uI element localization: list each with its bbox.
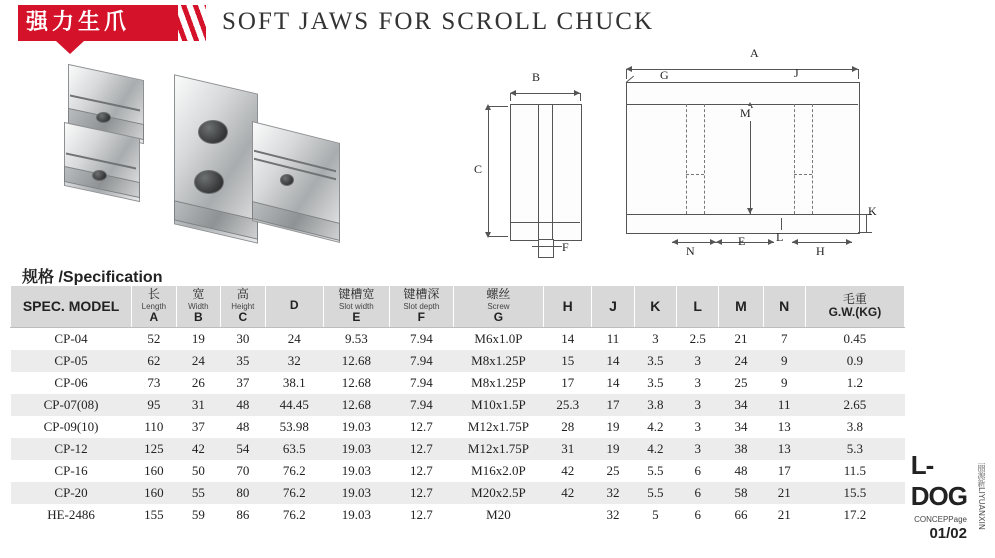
col-header-C: 高 Height C [221, 286, 266, 328]
cell-J: 14 [606, 374, 620, 390]
cell-F: 7.94 [409, 330, 433, 346]
table-row [11, 350, 905, 372]
dim-label-K: K [868, 204, 877, 218]
cell-E: 12.68 [323, 394, 389, 416]
cell-L: 2.5 [689, 330, 706, 346]
cell-L: 6 [677, 482, 719, 504]
dim-label-M: M [740, 106, 751, 120]
cell-N: 17 [777, 462, 791, 478]
cell-B: 59 [191, 506, 205, 522]
cell-H: 17 [561, 374, 575, 390]
cell-J: 11 [606, 330, 620, 346]
cell-M: 34 [719, 394, 763, 416]
cell-J: 25 [606, 462, 620, 478]
dim-label-H: H [816, 244, 825, 258]
cell-G: M10x1.5P [453, 394, 543, 416]
dim-label-E: E [738, 234, 746, 248]
cell-D: 63.5 [265, 438, 323, 460]
cell-K: 4.2 [647, 418, 664, 434]
cell-L: 3 [694, 374, 701, 390]
cell-A: 110 [144, 418, 164, 434]
cell-H: 42 [561, 462, 575, 478]
cell-M: 34 [734, 418, 748, 434]
cell-M: 24 [719, 350, 763, 372]
brand-logo: L-DOG [910, 450, 968, 511]
banner-tail-triangle [56, 41, 84, 54]
col-header-J: J [592, 286, 634, 328]
cell-model: CP-12 [11, 438, 132, 460]
cell-E: 19.03 [323, 438, 389, 460]
col-header-K: K [634, 286, 676, 328]
cell-F: 7.94 [389, 350, 453, 372]
cell-H: 31 [544, 438, 592, 460]
cell-N: 11 [763, 394, 805, 416]
cell-A: 52 [147, 330, 161, 346]
table-row [11, 394, 905, 416]
cell-K: 5.5 [634, 482, 676, 504]
cell-weight: 0.45 [843, 330, 867, 346]
col-header-H: H [544, 286, 592, 328]
cell-A: 62 [132, 350, 177, 372]
cell-F: 12.7 [409, 418, 433, 434]
page-footer-side [910, 432, 991, 552]
col-header-B: 宽 Width B [176, 286, 220, 328]
cell-C: 37 [236, 374, 250, 390]
cell-G: M8x1.25P [453, 350, 543, 372]
cell-H: 25.3 [544, 394, 592, 416]
cell-L: 6 [694, 506, 701, 522]
cell-E: 19.03 [341, 506, 371, 522]
cell-B: 24 [176, 350, 220, 372]
cell-M: 58 [719, 482, 763, 504]
cell-E: 19.03 [341, 418, 371, 434]
cell-B: 19 [191, 330, 205, 346]
dim-label-N: N [686, 244, 695, 258]
brand-subtitle: CONCEPPage [914, 515, 967, 524]
cell-N: 7 [780, 330, 788, 346]
dim-label-B: B [532, 70, 541, 84]
cell-J: 17 [592, 394, 634, 416]
cell-D: 76.2 [265, 482, 323, 504]
cell-A: 155 [144, 506, 164, 522]
banner-title-cn: 强力生爪 [26, 10, 131, 35]
cell-K: 3.5 [634, 350, 676, 372]
table-row [11, 327, 905, 350]
cell-model: CP-05 [11, 350, 132, 372]
table-row [11, 460, 905, 482]
diagram-front-view [470, 60, 600, 255]
dim-label-L: L [776, 230, 784, 244]
page-title: SOFT JAWS FOR SCROLL CHUCK [222, 8, 655, 35]
cell-J: 19 [592, 438, 634, 460]
cell-G: M12x1.75P [467, 418, 529, 434]
cell-F: 12.7 [409, 462, 433, 478]
cell-L: 3 [677, 438, 719, 460]
cell-model: HE-2486 [47, 506, 95, 522]
cell-B: 31 [176, 394, 220, 416]
dim-label-J: J [794, 66, 799, 80]
cell-C: 86 [236, 506, 250, 522]
cell-H: 28 [561, 418, 575, 434]
cell-L: 3 [677, 350, 719, 372]
table-row [11, 416, 905, 438]
product-photo-group [40, 62, 350, 257]
cell-M: 66 [734, 506, 748, 522]
cell-B: 37 [191, 418, 205, 434]
cell-weight: 2.65 [805, 394, 904, 416]
dim-label-G: G [660, 68, 669, 82]
table-row [11, 438, 905, 460]
brand-name-cn: 丽源新LIYUANXIN [977, 463, 986, 530]
table-row [11, 482, 905, 504]
dim-label-C: C [474, 162, 483, 176]
product-photo-jaw-left [50, 72, 160, 217]
col-header-A: 长 Length A [132, 286, 177, 328]
col-header-D: D [265, 286, 323, 328]
dim-label-A: A [750, 46, 759, 60]
cell-B: 42 [176, 438, 220, 460]
specification-table [10, 285, 905, 526]
cell-E: 9.53 [345, 330, 368, 346]
cell-model: CP-06 [54, 374, 88, 390]
cell-B: 55 [176, 482, 220, 504]
cell-H [544, 504, 592, 526]
spec-section-title: 规格 /Specification [22, 269, 163, 286]
cell-E: 12.68 [323, 350, 389, 372]
cell-G: M20 [486, 506, 511, 522]
col-header-N: N [763, 286, 805, 328]
cell-K: 3.5 [647, 374, 664, 390]
cell-F: 12.7 [409, 506, 433, 522]
cell-M: 48 [734, 462, 748, 478]
cell-D: 44.45 [265, 394, 323, 416]
cell-D: 76.2 [282, 506, 306, 522]
cell-A: 73 [147, 374, 161, 390]
banner-red-block [18, 5, 178, 41]
cell-L: 3 [694, 418, 701, 434]
cell-N: 13 [777, 418, 791, 434]
cell-N: 21 [777, 506, 791, 522]
cell-D: 76.2 [282, 462, 306, 478]
cell-F: 7.94 [389, 394, 453, 416]
table-row [11, 372, 905, 394]
cell-K: 3 [652, 330, 659, 346]
cell-model: CP-09(10) [43, 418, 99, 434]
cell-F: 7.94 [409, 374, 433, 390]
diagram-side-view [610, 42, 880, 257]
cell-G: M8x1.25P [471, 374, 526, 390]
cell-C: 80 [221, 482, 266, 504]
cell-C: 48 [236, 418, 250, 434]
table-row [11, 504, 905, 526]
cell-D: 38.1 [282, 374, 306, 390]
cell-N: 21 [763, 482, 805, 504]
cell-J: 19 [606, 418, 620, 434]
cell-model: CP-16 [54, 462, 88, 478]
cell-weight: 11.5 [843, 462, 867, 478]
cell-C: 48 [221, 394, 266, 416]
col-header-E: 键槽宽 Slot width E [323, 286, 389, 328]
cell-L: 3 [677, 394, 719, 416]
cell-L: 6 [694, 462, 701, 478]
cell-H: 14 [561, 330, 575, 346]
table-header-row [11, 286, 905, 328]
col-header-F: 键槽深 Slot depth F [389, 286, 453, 328]
cell-F: 12.7 [389, 438, 453, 460]
cell-N: 9 [763, 350, 805, 372]
cell-A: 95 [132, 394, 177, 416]
cell-J: 32 [606, 506, 620, 522]
cell-model: CP-07(08) [11, 394, 132, 416]
cell-weight: 15.5 [805, 482, 904, 504]
cell-K: 5 [652, 506, 659, 522]
cell-C: 30 [236, 330, 250, 346]
cell-model: CP-20 [11, 482, 132, 504]
cell-H: 42 [544, 482, 592, 504]
col-header-M: M [719, 286, 763, 328]
cell-weight: 1.2 [846, 374, 864, 390]
cell-weight: 3.8 [846, 418, 864, 434]
cell-C: 35 [221, 350, 266, 372]
col-header-G: 螺丝 Screw G [453, 286, 543, 328]
cell-N: 9 [780, 374, 788, 390]
cell-K: 3.8 [634, 394, 676, 416]
cell-B: 50 [191, 462, 205, 478]
cell-E: 19.03 [341, 462, 371, 478]
cell-E: 12.68 [341, 374, 371, 390]
cell-A: 125 [132, 438, 177, 460]
cell-model: CP-04 [54, 330, 88, 346]
col-header-model: SPEC. MODEL [11, 286, 132, 328]
cell-H: 15 [544, 350, 592, 372]
cell-M: 25 [734, 374, 748, 390]
cell-C: 70 [236, 462, 250, 478]
cell-weight: 0.9 [805, 350, 904, 372]
cell-C: 54 [221, 438, 266, 460]
page-number: 01/02 [929, 525, 967, 542]
cell-B: 26 [191, 374, 205, 390]
cell-G: M12x1.75P [453, 438, 543, 460]
col-header-weight: 毛重 G.W.(KG) [805, 286, 904, 328]
cell-K: 5.5 [647, 462, 664, 478]
cell-E: 19.03 [323, 482, 389, 504]
cell-D: 53.98 [279, 418, 309, 434]
cell-F: 12.7 [389, 482, 453, 504]
cell-weight: 5.3 [805, 438, 904, 460]
cell-A: 160 [132, 482, 177, 504]
cell-weight: 17.2 [843, 506, 867, 522]
cell-D: 24 [287, 330, 301, 346]
cell-A: 160 [144, 462, 164, 478]
cell-N: 13 [763, 438, 805, 460]
cell-M: 38 [719, 438, 763, 460]
cell-J: 14 [592, 350, 634, 372]
table-body [11, 327, 905, 526]
cell-J: 32 [592, 482, 634, 504]
col-header-L: L [677, 286, 719, 328]
cell-D: 32 [265, 350, 323, 372]
cell-G: M6x1.0P [474, 330, 523, 346]
product-photo-jaw-right [238, 132, 358, 267]
cell-G: M20x2.5P [453, 482, 543, 504]
dim-label-F: F [562, 240, 569, 254]
cell-K: 4.2 [634, 438, 676, 460]
cell-G: M16x2.0P [471, 462, 526, 478]
cell-M: 21 [734, 330, 748, 346]
